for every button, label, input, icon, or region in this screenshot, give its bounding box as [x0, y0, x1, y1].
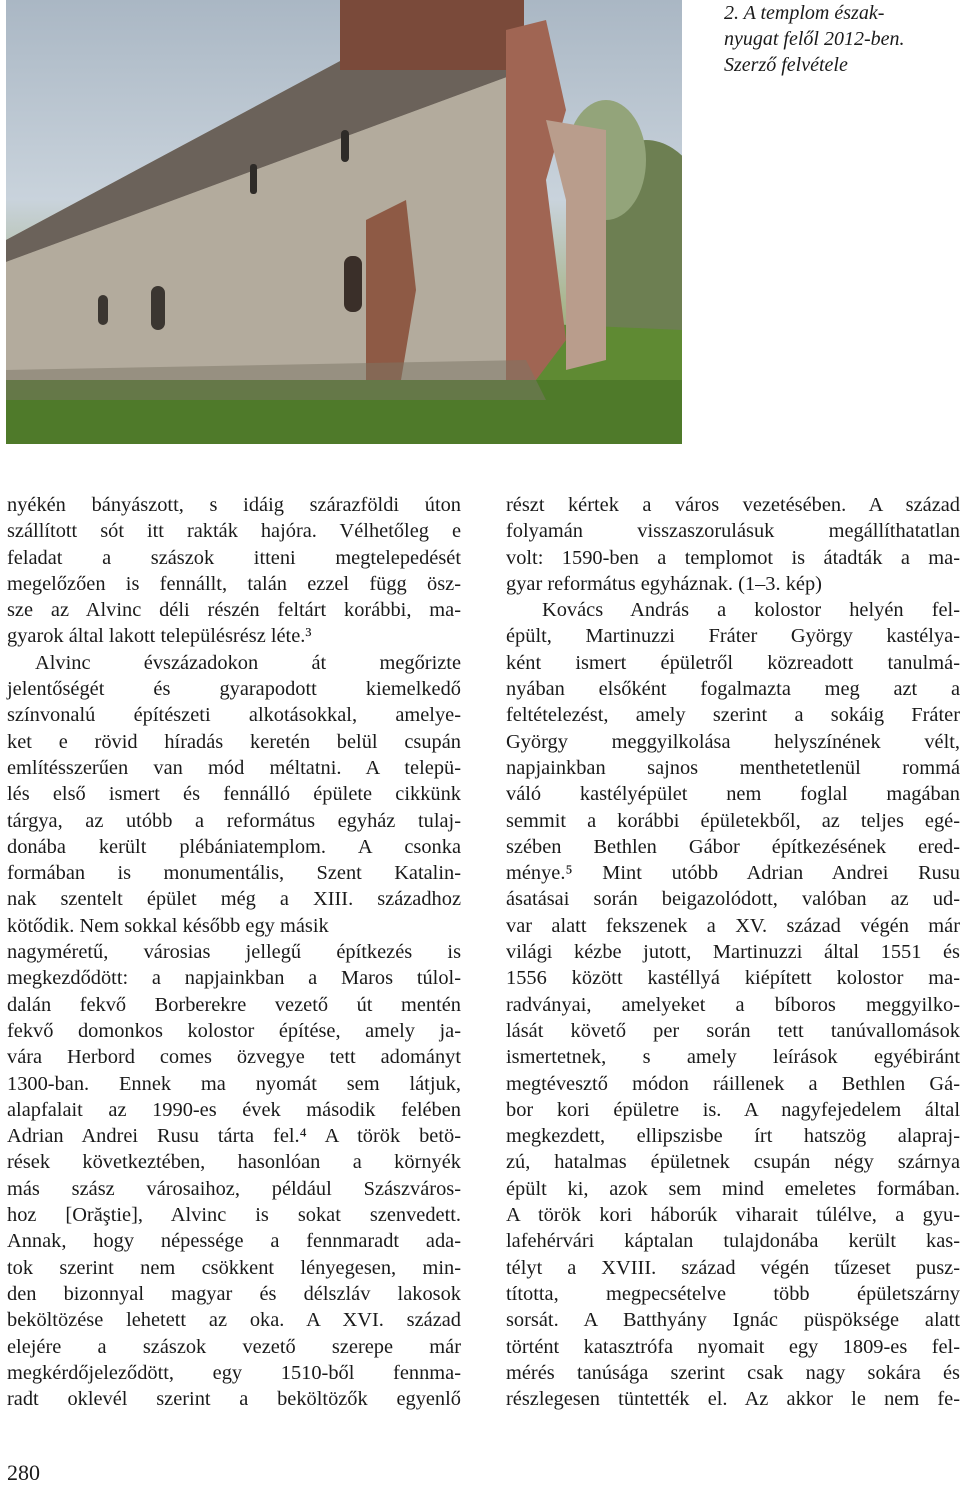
- text-line: sze az Alvinc déli részén feltárt korábbi, ma-: [7, 599, 461, 622]
- text-line: fekvő domonkos kolostor építése, amely ja-: [7, 1019, 461, 1042]
- text-line: feltételezést, amely szerint a sokáig Fráter: [506, 704, 960, 727]
- text-line: lafehérvári káptalan tulajdonába került kas-: [506, 1230, 960, 1253]
- page-number: 280: [7, 1460, 40, 1485]
- text-line: nyában elsőként fogalmazta meg azt a: [506, 678, 960, 701]
- text-line: Kovács András a kolostor helyén fel-: [542, 599, 960, 622]
- text-line: jelentőségét és gyarapodott kiemelkedő: [7, 678, 461, 701]
- text-line: ként ismert épületről közreadott tanulmá-: [506, 651, 960, 674]
- text-line: volt: 1590-ben a templomot is átadták a ma-: [506, 546, 960, 569]
- text-line: ásatásai során beigazolódott, valóban az ud-: [506, 888, 960, 911]
- caption-line: 2. A templom észak-: [724, 2, 885, 24]
- text-line: alapfalait az 1990-es évek második felében: [7, 1098, 461, 1121]
- figure-caption: [724, 0, 954, 78]
- text-line: ménye.⁵ Mint utóbb Adrian Andrei Rusu: [506, 862, 960, 885]
- text-line: említésszerűen van mód méltatni. A telepü-: [7, 756, 461, 779]
- text-line: vára Herbord comes özvegye tett adományt: [7, 1046, 461, 1069]
- text-line: 1556 között kastéllyá kiépített kolostor ma-: [506, 967, 960, 990]
- text-line: nagyméretű, városias jellegű építkezés is: [7, 941, 461, 964]
- text-line: váló kastélyépület nem foglal magában: [506, 783, 960, 806]
- text-line: den bizonnyal magyar és délszláv lakosok: [7, 1282, 461, 1305]
- text-line: megkezdett, ellipszisbe írt hatszög alapraj-: [506, 1125, 960, 1148]
- text-line: ket e rövid híradás keretén belül csupán: [7, 730, 461, 753]
- text-line: Adrian Andrei Rusu tárta fel.⁴ A török betö-: [7, 1125, 461, 1148]
- text-line: tok szerint nem csökkent lényegesen, min-: [7, 1256, 461, 1279]
- text-line: megkérdőjeleződött, egy 1510-ből fennma-: [7, 1361, 461, 1384]
- text-line: lását követő per során tett tanúvallomások: [506, 1019, 960, 1042]
- text-line: elejére a szászok vezető szerepe már: [7, 1335, 461, 1358]
- text-line: tította, megpecsételve több épületszárny: [506, 1282, 960, 1305]
- text-line: épült, Martinuzzi Fráter György kastélya-: [506, 625, 960, 648]
- text-line: Annak, hogy népessége a fennmaradt ada-: [7, 1230, 461, 1253]
- text-line: épült ki, azok sem mind emeletes formában.: [506, 1177, 960, 1200]
- text-line: formában is monumentális, Szent Katalin-: [7, 862, 461, 885]
- text-line: kötődik. Nem sokkal később egy másik: [7, 914, 329, 937]
- text-line: folyamán visszaszorulásuk megállíthatatlan: [506, 520, 960, 543]
- text-line: szállított sót itt rakták hajóra. Vélhetőleg e: [7, 520, 461, 543]
- text-line: mérés tanúsága szerint csak nagy sokára és: [506, 1361, 960, 1384]
- text-line: színvonalú építészeti alkotásokkal, amelye-: [7, 704, 461, 727]
- caption-line: Szerző felvétele: [724, 54, 848, 76]
- text-line: napjainkban sajnos menthetetlenül rommá: [506, 756, 960, 779]
- text-line: részt kértek a város vezetésében. A század: [506, 494, 960, 516]
- text-line: megkezdődött: a napjainkban a Maros túlol-: [7, 967, 461, 990]
- text-line: megtévesztő módon ráillenek a Bethlen Gá-: [506, 1072, 960, 1095]
- text-line: dalán fekvő Borberekre vezető út mentén: [7, 993, 461, 1016]
- left-column: [7, 492, 461, 1412]
- text-line: nak szentelt épület még a XIII. századhoz: [7, 888, 461, 911]
- text-line: radt oklevél szerint a beköltözők egyenlő: [7, 1388, 461, 1411]
- text-line: megelőzően is fennállt, talán ezzel függ ösz-: [7, 572, 461, 595]
- text-line: részlegesen tüntették el. Az akkor le nem fe-: [506, 1388, 960, 1411]
- text-line: semmit a korábbi épületekből, az teljes egé-: [506, 809, 960, 832]
- text-line: más szász városaihoz, például Szászváros-: [7, 1177, 461, 1200]
- text-line: gyarok által lakott településrész léte.³: [7, 625, 312, 648]
- text-line: lés első ismert és fennálló épülete cikkünk: [7, 783, 461, 806]
- text-line: tárgya, az utóbb a református egyház tulaj-: [7, 809, 461, 832]
- text-line: bor kori épületre is. A nagyfejedelem által: [506, 1098, 960, 1121]
- text-line: rések következtében, hasonlóan a környék: [7, 1151, 461, 1174]
- text-line: radványai, amelyeket a bíboros meggyilko-: [506, 993, 960, 1016]
- text-line: var alatt fekszenek a XV. század végén már: [506, 914, 960, 937]
- caption-line: nyugat felől 2012-ben.: [724, 28, 905, 50]
- right-column: [506, 492, 960, 1412]
- text-line: nyékén bányászott, s idáig szárazföldi úton: [7, 494, 461, 516]
- text-line: A török kori háborúk viharait túlélve, a gyu-: [506, 1204, 960, 1227]
- church-photo: [6, 0, 682, 444]
- text-line: világi kézbe jutott, Martinuzzi által 1551 és: [506, 941, 960, 964]
- text-line: szében Bethlen Gábor építkezésének ered-: [506, 835, 960, 858]
- text-line: hoz [Orăştie], Alvinc is sokat szenvedett.: [7, 1204, 461, 1227]
- text-line: zú, hatalmas épületnek csupán négy szárnya: [506, 1151, 960, 1174]
- text-line: donába került plébániatemplom. A csonka: [7, 835, 461, 858]
- text-line: Alvinc évszázadokon át megőrizte: [35, 651, 461, 674]
- text-line: beköltözése lehetett az oka. A XVI. század: [7, 1309, 461, 1332]
- text-line: ismertetnek, s amely leírások egyébiránt: [506, 1046, 960, 1069]
- text-line: történt katasztrófa nyomait egy 1809-es fel-: [506, 1335, 960, 1358]
- text-line: feladat a szászok itteni megtelepedését: [7, 546, 461, 569]
- text-line: 1300-ban. Ennek ma nyomát sem látjuk,: [7, 1072, 461, 1095]
- text-line: gyar református egyháznak. (1–3. kép): [506, 572, 822, 595]
- text-line: György meggyilkolása helyszínének vélt,: [506, 730, 960, 753]
- text-line: sorsát. A Batthyány Ignác püspöksége alatt: [506, 1309, 960, 1332]
- text-line: télyt a XVIII. század végén tűzeset pusz-: [506, 1256, 960, 1279]
